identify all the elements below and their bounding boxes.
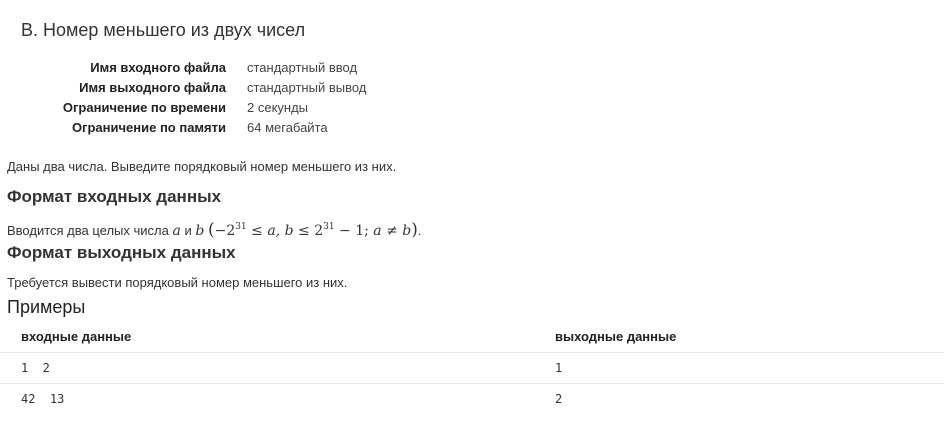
formula-neq: ≠ <box>381 223 403 239</box>
limit-label: Имя выходного файла <box>79 80 226 95</box>
example-input[interactable]: 1 2 <box>21 361 50 375</box>
column-header-input: входные данные <box>21 329 132 344</box>
examples-heading: Примеры <box>7 297 86 317</box>
formula-neq-a: a <box>373 223 382 239</box>
formula-vars: a, b <box>267 223 294 239</box>
constraint-formula <box>207 220 418 240</box>
formula-base2: 2 <box>314 223 324 239</box>
input-format-text <box>7 216 422 242</box>
formula-exp2: 31 <box>323 222 335 232</box>
limit-row-output-file <box>0 78 366 98</box>
formula-le1: ≤ <box>246 223 268 239</box>
limits-table <box>0 58 366 138</box>
limit-value: 2 секунды <box>247 100 309 115</box>
column-header-output: выходные данные <box>555 329 677 344</box>
example-output[interactable]: 2 <box>555 392 563 406</box>
output-format-heading: Формат выходных данных <box>7 243 236 262</box>
open-paren: ( <box>207 220 215 240</box>
input-format-heading: Формат входных данных <box>7 187 222 206</box>
limit-label: Ограничение по времени <box>62 100 226 115</box>
formula-le2: ≤ <box>293 223 315 239</box>
var-a: a <box>172 223 181 239</box>
limit-label: Ограничение по памяти <box>71 120 226 135</box>
example-output[interactable]: 1 <box>555 361 563 375</box>
formula-exp1: 31 <box>235 222 247 232</box>
limit-label: Имя входного файла <box>90 60 226 75</box>
sentence-end: . <box>417 223 422 238</box>
examples-table <box>0 322 944 414</box>
limit-value: 64 мегабайта <box>247 120 328 135</box>
example-row <box>0 384 944 414</box>
examples-header-row <box>0 322 944 353</box>
output-format-text: Требуется вывести порядковый номер меньшего из них. <box>7 275 348 290</box>
formula-lhs: −2 <box>214 223 236 239</box>
limit-value: стандартный ввод <box>247 60 358 75</box>
limit-row-time <box>0 98 366 118</box>
input-format-prefix: Вводится два целых числа <box>7 223 169 238</box>
close-paren: ) <box>411 220 418 240</box>
var-b: b <box>195 223 205 239</box>
limit-row-memory <box>0 118 366 138</box>
example-input[interactable]: 42 13 <box>21 392 65 406</box>
formula-tail: − 1; <box>334 223 374 239</box>
conjunction: и <box>184 223 192 238</box>
limit-row-input-file <box>0 58 366 78</box>
limit-value: стандартный вывод <box>247 80 367 95</box>
problem-statement: Даны два числа. Выведите порядковый номер меньшего из них. <box>7 159 397 174</box>
example-row <box>0 353 944 384</box>
formula-neq-b: b <box>402 223 412 239</box>
problem-title: B. Номер меньшего из двух чисел <box>21 20 306 40</box>
